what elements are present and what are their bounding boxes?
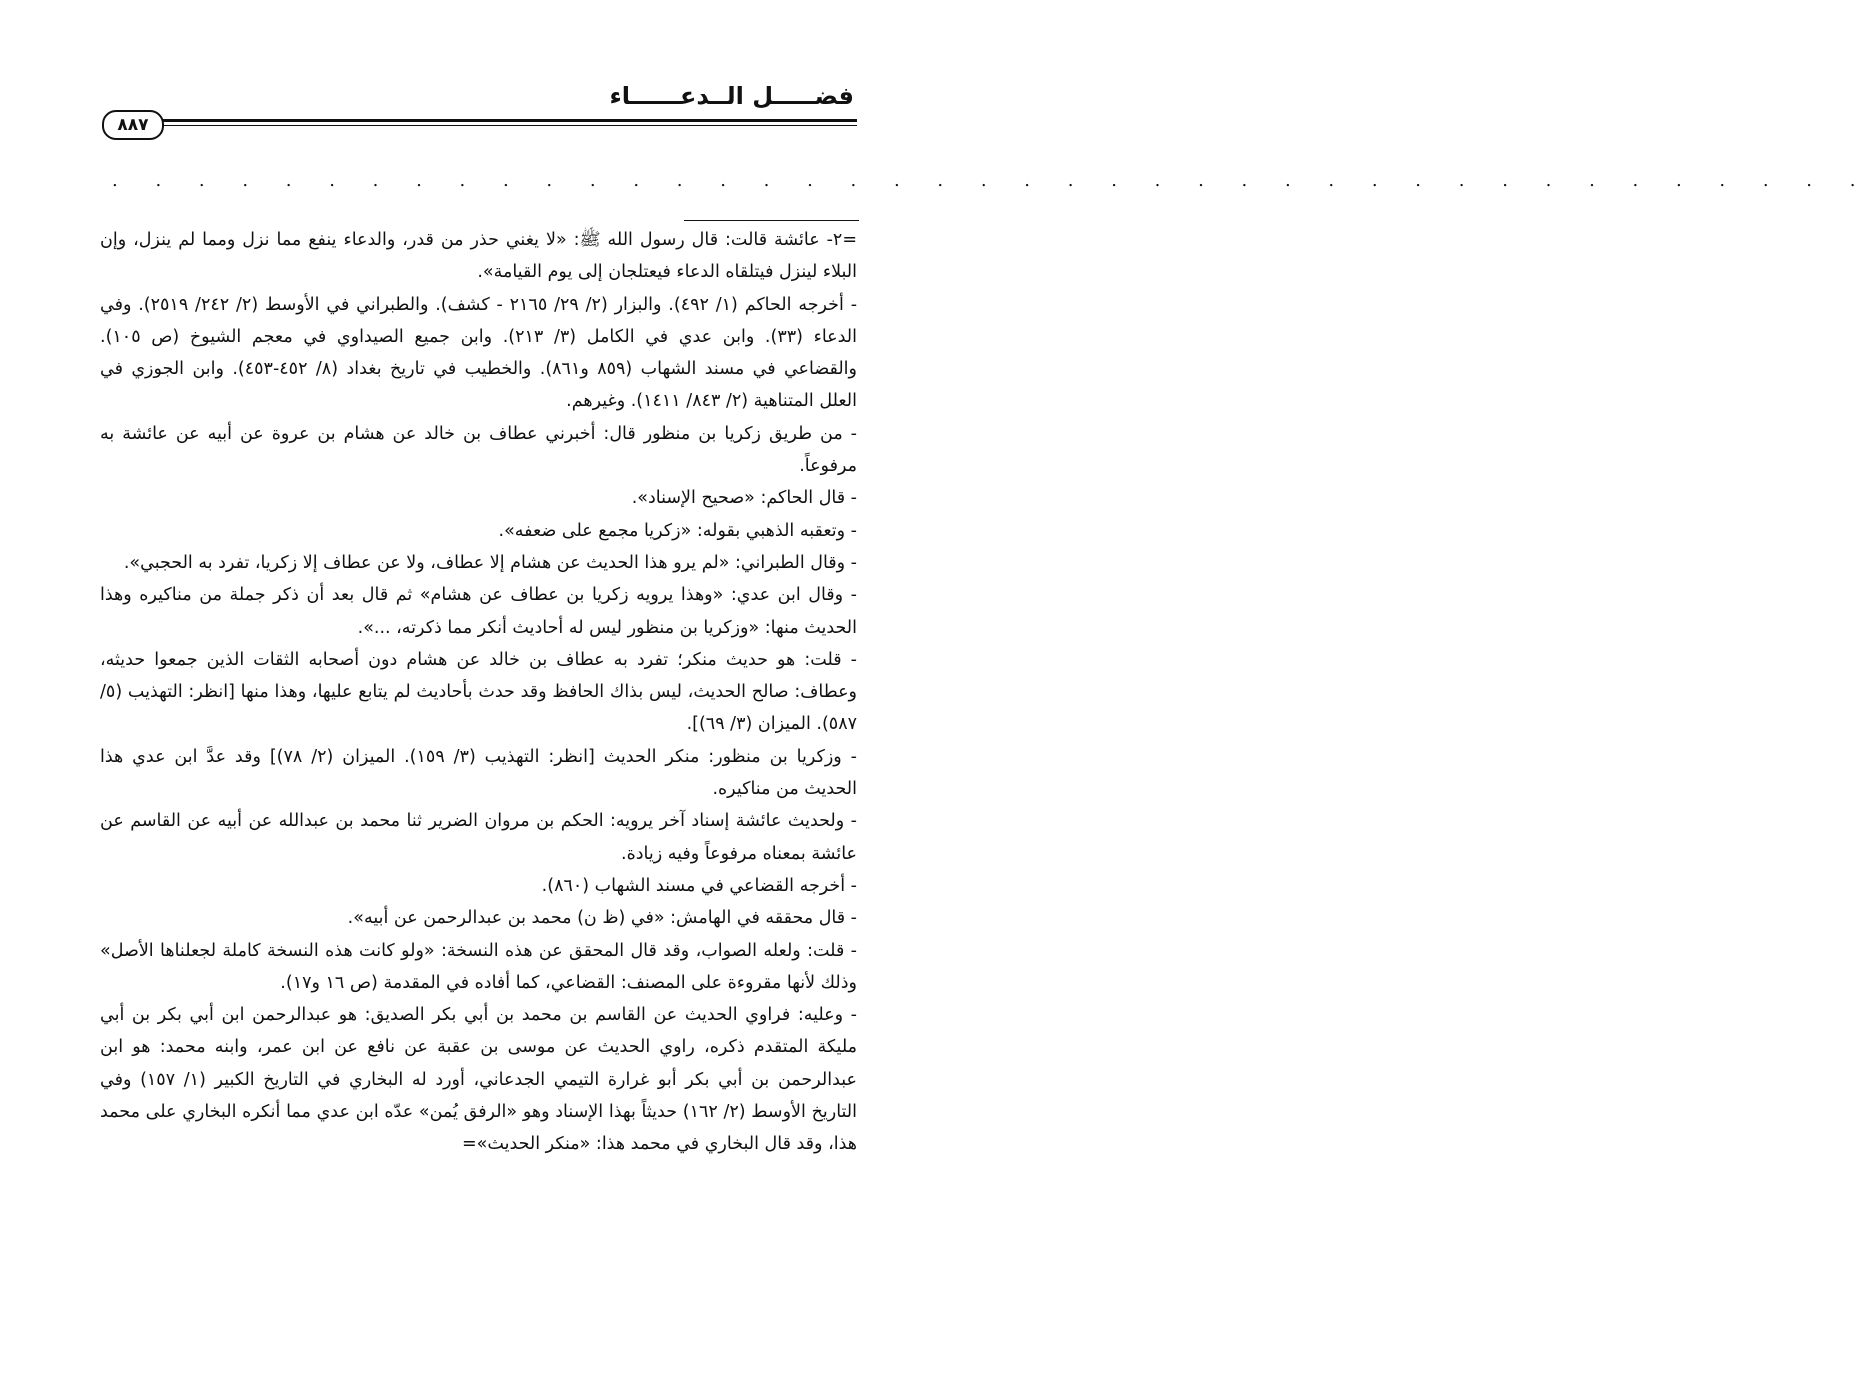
header-rule	[160, 119, 857, 122]
footnote-paragraph: - من طريق زكريا بن منظور قال: أخبرني عطاف بن خالد عن هشام بن عروة عن أبيه عن عائشة به مرفوعاً.	[100, 423, 857, 477]
header-rule-thin	[160, 125, 857, 126]
footnote-paragraph: =٢- عائشة قالت: قال رسول الله ﷺ: «لا يغني حذر من قدر، والدعاء ينفع مما نزل ومما لم ينزل، وإن البلاء لينزل فيتلقاه الدعاء فيعتلجان إلى يوم القيامة».	[100, 230, 857, 283]
footnote-paragraph: - أخرجه القضاعي في مسند الشهاب (٨٦٠).	[541, 875, 857, 896]
page-number: ٨٨٧	[102, 110, 164, 140]
footnote-rule	[684, 220, 859, 221]
footnote-paragraph: - وقال ابن عدي: «وهذا يرويه زكريا بن عطاف عن هشام» ثم قال بعد أن ذكر جملة من مناكيره وهذا الحديث منها: «وزكريا بن منظور ليس له أحاديث أنكر مما ذكرته، ...».	[100, 585, 857, 638]
footnote-paragraph: - وعليه: فراوي الحديث عن القاسم بن محمد بن أبي بكر الصديق: هو عبدالرحمن ابن أبي بكر بن أبي مليكة المتقدم ذكره، راوي الحديث عن موسى بن عقبة عن نافع عن ابن عمر، وابنه محمد: هو ابن عبدالرحمن بن أبي بكر أبو غرارة التيمي الجدعاني، أورد له البخاري في التاريخ الكبير (١/ ١٥٧) وفي التاريخ الأوسط (٢/ ١٦٢) حديثاً بهذا الإسناد وهو «الرفق يُمن» عدّه ابن عدي مما أنكره البخاري على محمد هذا، وقد قال البخاري في محمد هذا: «منكر الحديث»=	[100, 1005, 858, 1155]
footnote-paragraph: - وتعقبه الذهبي بقوله: «زكريا مجمع على ضعفه».	[498, 520, 857, 541]
footnote-paragraph: - قلت: ولعله الصواب، وقد قال المحقق عن هذه النسخة: «ولو كانت هذه النسخة كاملة لجعلناها الأصل» وذلك لأنها مقروءة على المصنف: القضاعي، كما أفاده في المقدمة (ص ١٦ و١٧).	[100, 940, 857, 993]
footnotes-block	[100, 224, 857, 1161]
footnote-paragraph: - أخرجه الحاكم (١/ ٤٩٢). والبزار (٢/ ٢٩/ ٢١٦٥ - كشف). والطبراني في الأوسط (٢/ ٢٤٢/ ٢٥١٩). وفي الدعاء (٣٣). وابن عدي في الكامل (٣/ ٢١٣). وابن جميع الصيداوي في معجم الشيوخ (ص ١٠٥). والقضاعي في مسند الشهاب (٨٥٩ و٨٦١). والخطيب في تاريخ بغداد (٨/ ٤٥٢-٤٥٣). وابن الجوزي في العلل المتناهية (٢/ ٨٤٣/ ١٤١١). وغيرهم.	[100, 294, 858, 412]
footnote-paragraph: - قال الحاكم: «صحيح الإسناد».	[631, 488, 857, 509]
footnote-paragraph: - ولحديث عائشة إسناد آخر يرويه: الحكم بن مروان الضرير ثنا محمد بن عبدالله عن أبيه عن القاسم عن عائشة بمعناه مرفوعاً وفيه زيادة.	[100, 811, 857, 864]
footnote-paragraph: - وزكريا بن منظور: منكر الحديث [انظر: التهذيب (٣/ ١٥٩). الميزان (٢/ ٧٨)] وقد عدَّ ابن عدي هذا الحديث من مناكيره.	[100, 746, 857, 800]
footnote-paragraph: - قال محققه في الهامش: «في (ظ ن) محمد بن عبدالرحمن عن أبيه».	[347, 908, 857, 929]
running-header-title: فضـــــل الــدعــــــاء	[609, 82, 854, 110]
footnote-paragraph: - قلت: هو حديث منكر؛ تفرد به عطاف بن خالد عن هشام دون أصحابه الثقات الذين جمعوا حديثه، وعطاف: صالح الحديث، ليس بذاك الحافظ وقد حدث بأحاديث لم يتابع عليها، وهذا منها [انظر: التهذيب (٥/ ٥٨٧). الميزان (٣/ ٦٩)].	[100, 649, 857, 735]
separator-dots: . . . . . . . . . . . . . . . . . . . . . . . . . . . . . . . . . . . . . . . . .	[112, 170, 1871, 191]
footnote-paragraph: - وقال الطبراني: «لم يرو هذا الحديث عن هشام إلا عطاف، ولا عن عطاف إلا زكريا، تفرد به الحجبي».	[123, 552, 857, 573]
